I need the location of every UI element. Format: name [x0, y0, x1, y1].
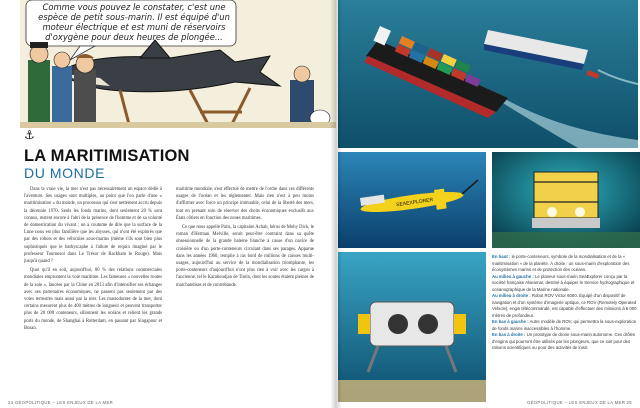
text-column-2 [176, 186, 314, 289]
caption-item: En bas à gauche : Autre modèle de ROV, qui permettra la sous-exploration de fonds marins inaccessibles à l'homme. [492, 319, 637, 331]
rov-model-photo [338, 252, 486, 402]
comic-panel [20, 0, 336, 128]
folio-left: 24 GÉOPOLITIQUE – LES ENJEUX DE LA MER [8, 400, 114, 405]
page-gutter [330, 0, 342, 408]
caption-item: En haut : le porte-conteneurs, symbole de la mondialisation et de la « maritimisation » de la planète. À droite : un sous-marin d'exploration des écosystèmes marins et de protection des océans. [492, 254, 630, 272]
right-page [336, 0, 640, 408]
paragraph: Quoi qu'il en soit, aujourd'hui, 80 % des relations commerciales mondiales empruntent la voie maritime. Les fameuses « nouvelles routes de la soie », lancées par la Chine en 2013 afin d'intensifier ses échanges avec ses partenaires économiques, ne passent pas seulement par des voies terrestres mais aussi par la mer. Les mastodontes de la mer, dont certains mesurent plus de 400 mètres de longueur et peuvent transporter plus de 20 000 conteneurs, sillonnent les océans et relient les grands ports du monde, de Shanghai à Rotterdam, en passant par Singapour et Busan. [24, 268, 162, 331]
container-ship-photo [338, 0, 638, 148]
photo-captions [492, 254, 638, 352]
paragraph: maritime mondiale, s'est effectué de mettre de l'ordre dans ces différents usages de l'océan et les réglementer. Mais rien n'est à peu moins d'affirmer avec force un principe immuable, celui de la liberté des mers, tout en prenant soin de réserver des droits économiques exclusifs aux États côtiers en fonction des zones maritimes. [176, 187, 314, 221]
underwater-glider-photo [338, 152, 486, 248]
text-column-1 [24, 186, 162, 332]
paragraph: Ce que nous appelle Paris, la capitaine Achab, héros de Moby Dick, le roman d'Herman Melville, serait peut-être contraint dans sa quête obsessionnelle de la grande baleine blanche à cause d'un navire de croisière ou d'un porte-conteneurs circulant dans ses parages. Apparue dans les années 1960, remplie à ras bord de millions de caisses multi-usages, aujourd'hui au service de la mondialisation triomphante, les porte-conteneurs d'aujourd'hui n'ont plus rien à voir avec les cargos à l'ancienne, tel le Karaboudjan de Tintin, dont les soutes étaient pleines de marchandises et de contrebande. [176, 225, 314, 288]
article-subtitle: DU MONDE [24, 165, 106, 181]
folio-right: GÉOPOLITIQUE – LES ENJEUX DE LA MER 25 [526, 400, 632, 405]
article-title: LA MARITIMISATION [24, 147, 190, 165]
glider-label: SEAEXPLORER [395, 197, 434, 209]
caption-item: Au milieu à gauche : Le planeur sous-marin SeaExplorer conçu par la société française Alseamar, destiné à équiper le Service hydrographique et océanographique de la Marine nationale. [492, 273, 635, 292]
rov-photo [492, 152, 640, 248]
caption-item: En bas à droite : Un prototype de drone sous-marin autonome. Ces drôles d'engins qui pourront être utilisés par les plongeurs, que ce soit pour des raisons scientifiques ou pour des activités de loisir. [492, 332, 636, 350]
paragraph: Dans la vraie vie, la mer n'est pas nécessairement un espace dédié à l'aventure. Ses usages sont multiples, au point que l'on parle d'une « maritimisation » du monde, un processus qui s'est nettement accru depuis la décennie 1970. Seuls les fonds marins, dont seulement 20 % sont connus, restent encore à l'abri de la présence de l'homme et de sa volonté de domestication du vivant ; on a coutume de dire que la surface de la Lune nous est plus familière que les abysses, qui n'ont été explorés que par des robots et des véhicules sous-marins (même s'ils sont bien plus sophistiqués que le bathyscaphe à l'allure de requin imaginé par le professeur Tournesol dans Le Trésor de Rackham le Rouge). Mais jusqu'à quand ? [24, 187, 162, 265]
caption-item: Au milieu à droite : Robot ROV Victor 6000. Équipé d'un dispositif de navigation et d'un système d'imagerie optique, ce ROV (Remotely Operated Vehicle), engin télécommandé, est capable d'effectuer des missions à 6 000 mètres de profondeur. [492, 293, 637, 318]
speech-bubble-text: Comme vous pouvez le constater, c'est une espèce de petit sous-marin. Il est équipé d'un moteur électrique et est muni de réservoirs d'oxygène pour deux heures de plongée... [38, 2, 230, 42]
anchor-icon: ⚓ [24, 128, 35, 142]
